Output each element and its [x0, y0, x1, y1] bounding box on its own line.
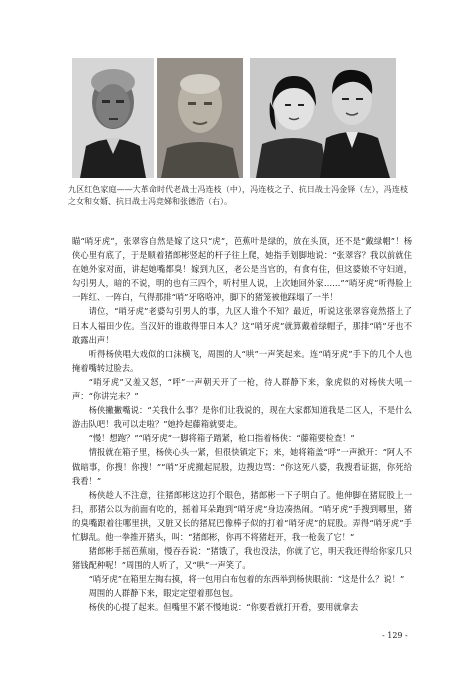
paragraph: 瞄“哨牙虎”，张翠容自然是嫁了这只“虎”，芭蕉叶是绿的，放在头顶，还不是“戴绿帽”！杨侠心里有底了，于是顺着猪郎彬竖起的杆子往上爬，她指手划脚地说：“张翠容？我以前就住在她外家对面，讲起她嘴都臭！嫁到九区，老公是当官的，有食有住，但这婆娘不守妇道，勾引男人，暗的不说，明的也有三四个，听村里人说，上次她回外家……”“哨牙虎”听得脸上一阵红、一阵白，气得那排“哨”牙咯咯冲，脚下的猪笼被他踩塌了一半！ [72, 236, 412, 303]
paragraph: “慢！想跑？”“哨牙虎”一脚将箱子踏紧，枪口指着杨侠：“藤箱要检查！” [88, 433, 355, 444]
portrait-photo-feng-jinduo [72, 58, 154, 178]
portrait-photo-feng-lianzhi [157, 58, 243, 178]
paragraph: 听得杨侠唱大戏似的口沫横飞，周围的人“哄”一声笑起来。连“哨牙虎”手下的几个人也掩着嘴转过脸去。 [72, 348, 412, 373]
paragraph: 周围的人群静下来，眼定定望着那包包。 [88, 588, 238, 599]
body-text [72, 234, 412, 615]
paragraph: 情报就在箱子里，杨侠心头一紧，但很快镇定下；来，她将箱盖“呼”一声掀开：“阿人不做暗事，你搜！你搜！”“哨”牙虎搬起屁股，边搜边骂：“你这死八婆，我搜看证据，你死给我看！” [72, 447, 412, 486]
paragraph: 请位，“哨牙虎”老婆勾引男人的事，九区人谁个不知？最近，听说这张翠容竟然搭上了日本人福田少佐。当汉奸的谁敢得罪日本人？这“哨牙虎”就算戴着绿帽子，那排“哨”牙也不敢露出声！ [72, 306, 412, 345]
paragraph: “哨牙虎”又羞又怒，“呼”一声朝天开了一枪，待人群静下来，象虎似的对杨侠大吼一声：“你讲完未？” [72, 376, 412, 402]
paragraph: 杨侠撇撇嘴说：“关我什么事？是你们让我说的，现在大家都知道我是二区人，不是什么游击队吧！我可以走啦？”她拎起藤箱就要走。 [72, 405, 412, 430]
portrait-photo-couple [250, 58, 396, 178]
paragraph: “哨牙虎”在箱里左掏右摸，将一包用白布包着的东西举到杨侠眼前：“这是什么？说！” [88, 574, 405, 585]
paragraph: 杨侠的心提了起来。但嘴里不紧不慢地说：“你要看就打开看，要用就拿去 [88, 602, 359, 613]
photo-strip [0, 58, 476, 178]
photo-caption: 九区红色家庭——大革命时代老战士冯连枝（中），冯连枝之子、抗日战士冯金铎（左），冯连枝之女和女婿、抗日战士冯竞娣和张德浩（右）。 [68, 185, 408, 206]
page-number: - 129 - [382, 631, 408, 640]
paragraph: 猪郎彬手摇芭蕉扇，慢吞吞说：“猪饿了，我也没法，你就了它，明天我还得给你家几只猪钱配种呢！”周围的人听了，又“哄”一声笑了。 [72, 546, 412, 571]
paragraph: 杨侠趁人不注意，往猪郎彬这边打个眼色，猪郎彬一下子明白了。他伸脚在猪屁股上一扫，那猪公以为前面有吃的，摇着耳朵跑到“哨牙虎”身边凑热闹。“哨牙虎”手搜到哪里，猪的臭嘴跟着往哪里拱，又脏又长的猪屁巴像棒子似的打着“哨牙虎”的屁股。弄得“哨牙虎”手忙脚乱。他一拳推开猪头，叫：“猪郎彬，你再不将猪赶开，我一枪轰了它！” [72, 489, 412, 542]
